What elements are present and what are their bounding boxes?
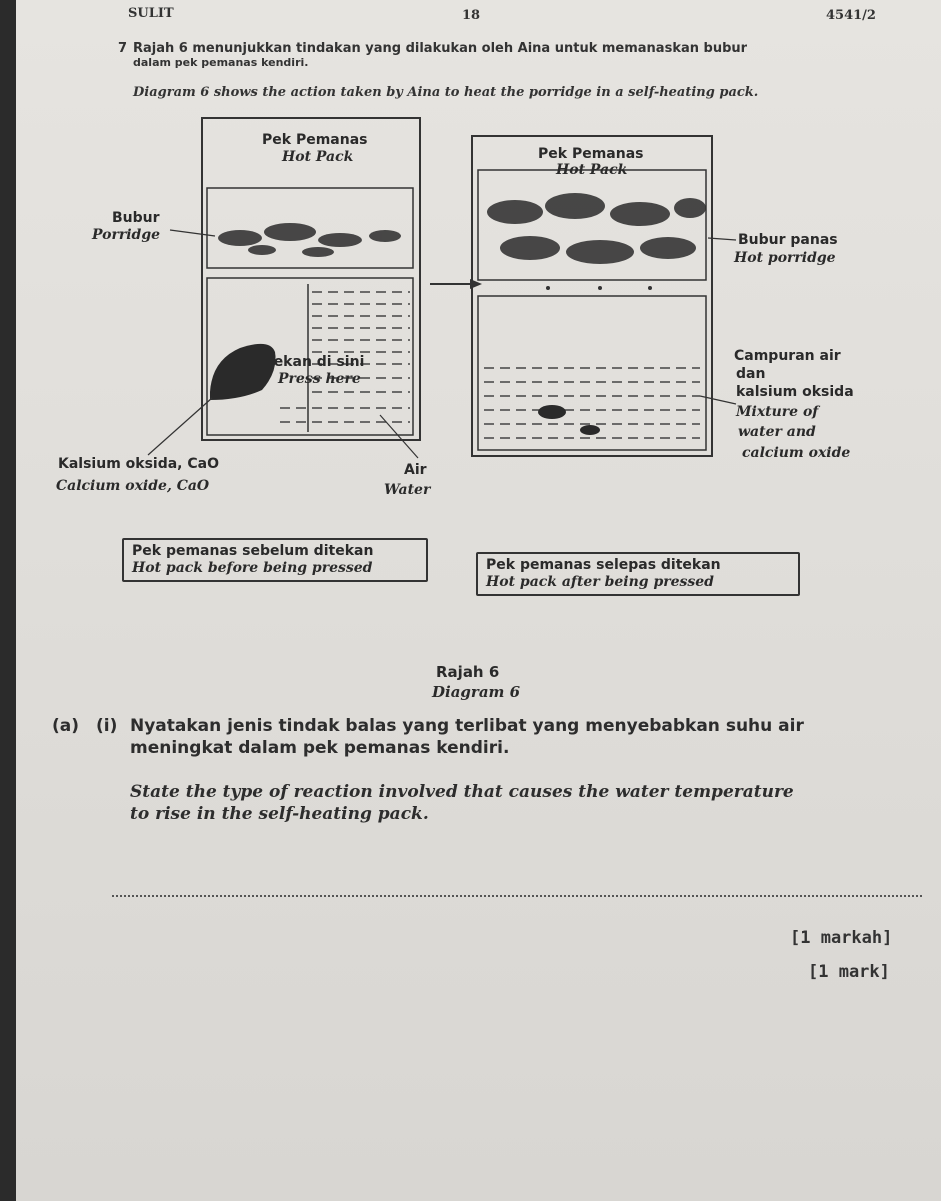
header-sulit: SULIT bbox=[128, 6, 174, 21]
part-a-text-ms-2: meningkat dalam pek pemanas kendiri. bbox=[130, 738, 510, 758]
mixture-label-ms-1: Campuran air bbox=[734, 348, 841, 364]
part-a-label: (a) bbox=[52, 716, 80, 736]
mark-en: [1 mark] bbox=[808, 962, 890, 982]
diagram-caption-en: Diagram 6 bbox=[432, 683, 521, 701]
mixture-label-en-1: Mixture of bbox=[736, 404, 819, 420]
water-label-ms: Air bbox=[404, 462, 427, 478]
diagram-caption-ms: Rajah 6 bbox=[436, 663, 500, 681]
left-caption-box bbox=[122, 538, 428, 582]
left-title-ms: Pek Pemanas bbox=[262, 132, 368, 148]
mark-ms: [1 markah] bbox=[790, 928, 893, 948]
answer-line[interactable] bbox=[112, 895, 922, 897]
mixture-label-en-2: water and bbox=[738, 424, 816, 440]
press-label-ms: Tekan di sini bbox=[266, 354, 365, 370]
mixture-label-ms-3: kalsium oksida bbox=[736, 384, 854, 400]
porridge-label-ms: Bubur bbox=[112, 210, 160, 226]
left-title-en: Hot Pack bbox=[282, 149, 354, 165]
part-a-i-label: (i) bbox=[96, 716, 118, 736]
right-title-ms: Pek Pemanas bbox=[538, 146, 644, 162]
mixture-label-ms-2: dan bbox=[736, 366, 766, 382]
cao-label-ms: Kalsium oksida, CaO bbox=[58, 456, 219, 472]
right-caption-box bbox=[476, 552, 800, 596]
cao-label-en: Calcium oxide, CaO bbox=[56, 478, 210, 494]
question-intro-ms-1: Rajah 6 menunjukkan tindakan yang dilakukan oleh Aina untuk memanaskan bubur bbox=[133, 41, 748, 56]
part-a-text-en-1: State the type of reaction involved that causes the water temperature bbox=[130, 782, 794, 802]
left-caption-en: Hot pack before being pressed bbox=[132, 560, 373, 576]
right-title-en: Hot Pack bbox=[556, 162, 628, 178]
water-label-en: Water bbox=[384, 482, 431, 498]
question-intro-en: Diagram 6 shows the action taken by Aina to heat the porridge in a self-heating pack. bbox=[133, 85, 759, 100]
question-intro-ms-2: dalam pek pemanas kendiri. bbox=[133, 56, 309, 69]
right-caption-ms: Pek pemanas selepas ditekan bbox=[486, 557, 721, 573]
question-number: 7 bbox=[118, 41, 128, 56]
header-page-number: 18 bbox=[462, 8, 481, 23]
porridge-label-en: Porridge bbox=[92, 227, 161, 243]
left-caption-ms: Pek pemanas sebelum ditekan bbox=[132, 543, 374, 559]
press-label-en: Press here bbox=[278, 371, 361, 387]
hot-porridge-label-en: Hot porridge bbox=[734, 250, 836, 266]
header-paper-code: 4541/2 bbox=[826, 8, 876, 23]
part-a-text-en-2: to rise in the self-heating pack. bbox=[130, 804, 429, 824]
mixture-label-en-3: calcium oxide bbox=[742, 445, 851, 461]
part-a-text-ms-1: Nyatakan jenis tindak balas yang terlibat yang menyebabkan suhu air bbox=[130, 716, 804, 736]
right-caption-en: Hot pack after being pressed bbox=[486, 574, 714, 590]
hot-porridge-label-ms: Bubur panas bbox=[738, 232, 838, 248]
